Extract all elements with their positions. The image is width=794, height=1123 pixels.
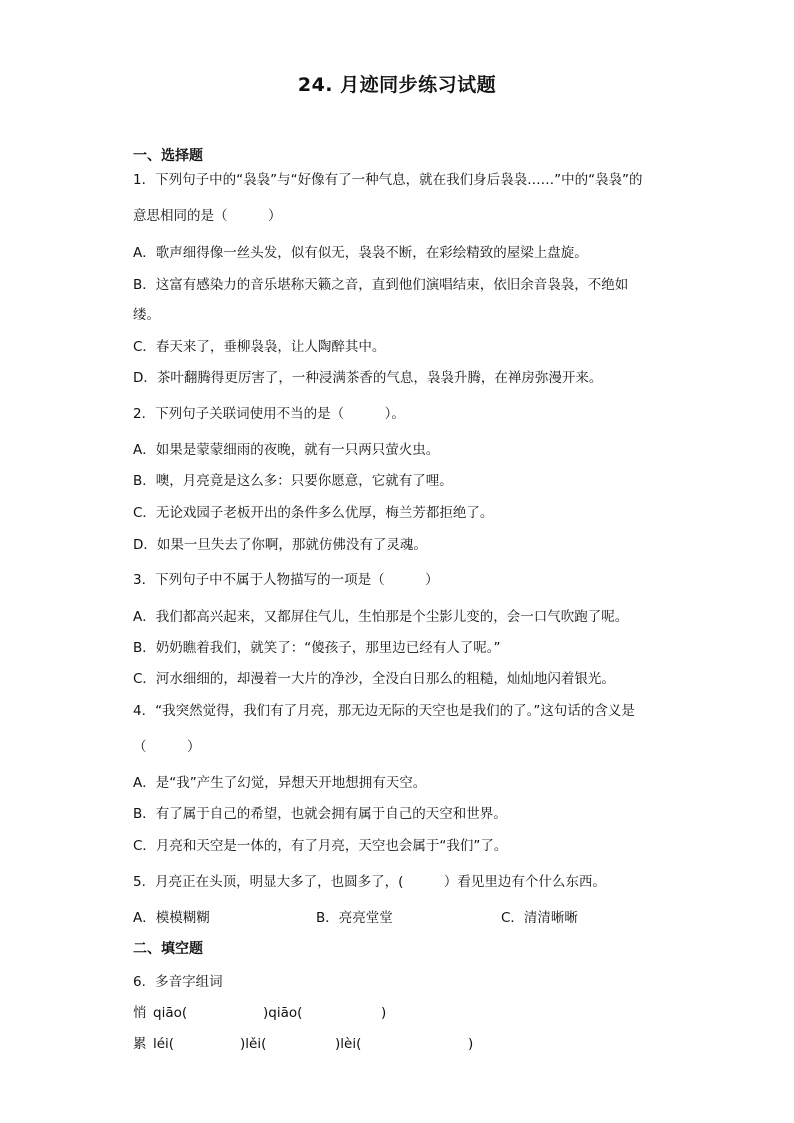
q3-option-a: A．我们都高兴起来，又都屏住气儿，生怕那是个尘影儿变的，会一口气吹跑了呢。: [133, 609, 629, 625]
q6-close-paren-1: ): [381, 1005, 387, 1021]
section-heading-fill: 二、填空题: [133, 941, 203, 957]
q6-pinyin-qiao-2: )qiāo(: [263, 1005, 303, 1021]
q1-option-a: A．歌声细得像一丝头发，似有似无，袅袅不断，在彩绘精致的屋梁上盘旋。: [133, 245, 588, 261]
q1-option-b-line2: 缕。: [133, 307, 160, 323]
q4-stem-line2: （ ）: [133, 739, 201, 755]
q6-close-paren-2: ): [468, 1036, 474, 1052]
q2-option-d: D．如果一旦失去了你啊，那就仿佛没有了灵魂。: [133, 537, 427, 553]
q5-option-a: A．模模糊糊: [133, 910, 210, 926]
q5-option-b: B．亮亮堂堂: [316, 910, 393, 926]
q3-stem: 3．下列句子中不属于人物描写的一项是（ ）: [133, 572, 439, 588]
q4-stem-line1: 4．“我突然觉得，我们有了月亮，那无边无际的天空也是我们的了。”这句话的含义是: [133, 703, 635, 719]
q4-option-a: A．是“我”产生了幻觉，异想天开地想拥有天空。: [133, 775, 427, 791]
q1-option-c: C．春天来了，垂柳袅袅，让人陶醉其中。: [133, 339, 386, 355]
q2-stem: 2．下列句子关联词使用不当的是（ ）。: [133, 406, 405, 422]
q3-option-c: C．河水细细的，却漫着一大片的净沙，全没白日那么的粗糙，灿灿地闪着银光。: [133, 671, 615, 687]
q2-option-b: B．噢，月亮竟是这么多：只要你愿意，它就有了哩。: [133, 473, 453, 489]
page-title: 24. 月迹同步练习试题: [297, 74, 497, 96]
q6-pinyin-lei-2: )lěi(: [240, 1036, 267, 1052]
q1-stem-line1: 1．下列句子中的“袅袅”与“好像有了一种气息，就在我们身后袅袅……”中的“袅袅”的: [133, 172, 643, 188]
q4-option-c: C．月亮和天空是一体的，有了月亮，天空也会属于“我们”了。: [133, 838, 508, 854]
q6-row-qiao: [133, 1004, 433, 1022]
q1-option-d: D．茶叶翻腾得更厉害了，一种浸满茶香的气息，袅袅升腾，在禅房弥漫开来。: [133, 370, 603, 386]
q6-stem: 6．多音字组词: [133, 974, 223, 990]
q5-stem: 5．月亮正在头顶，明显大多了，也圆多了，( ）看见里边有个什么东西。: [133, 874, 606, 890]
q2-option-c: C．无论戏园子老板开出的条件多么优厚，梅兰芳都拒绝了。: [133, 505, 494, 521]
q5-option-c: C．清清晰晰: [501, 910, 578, 926]
q5-options: [133, 909, 613, 927]
q1-option-b-line1: B．这富有感染力的音乐堪称天籁之音，直到他们演唱结束，依旧余音袅袅，不绝如: [133, 277, 629, 293]
q6-pinyin-lei-3: )lèi(: [335, 1036, 362, 1052]
q6-row-lei: [133, 1035, 493, 1053]
q6-pinyin-lei-1: léi(: [153, 1036, 175, 1052]
q6-pinyin-qiao-1: qiāo(: [153, 1005, 188, 1021]
q1-stem-line2: 意思相同的是（ ）: [133, 208, 282, 224]
section-heading-choice: 一、选择题: [133, 148, 203, 164]
q6-char-qiao: 悄: [133, 1005, 147, 1021]
q4-option-b: B．有了属于自己的希望，也就会拥有属于自己的天空和世界。: [133, 806, 507, 822]
q2-option-a: A．如果是蒙蒙细雨的夜晚，就有一只两只萤火虫。: [133, 442, 440, 458]
q6-char-lei: 累: [133, 1036, 147, 1052]
q3-option-b: B．奶奶瞧着我们，就笑了：“傻孩子，那里边已经有人了呢。”: [133, 640, 501, 656]
